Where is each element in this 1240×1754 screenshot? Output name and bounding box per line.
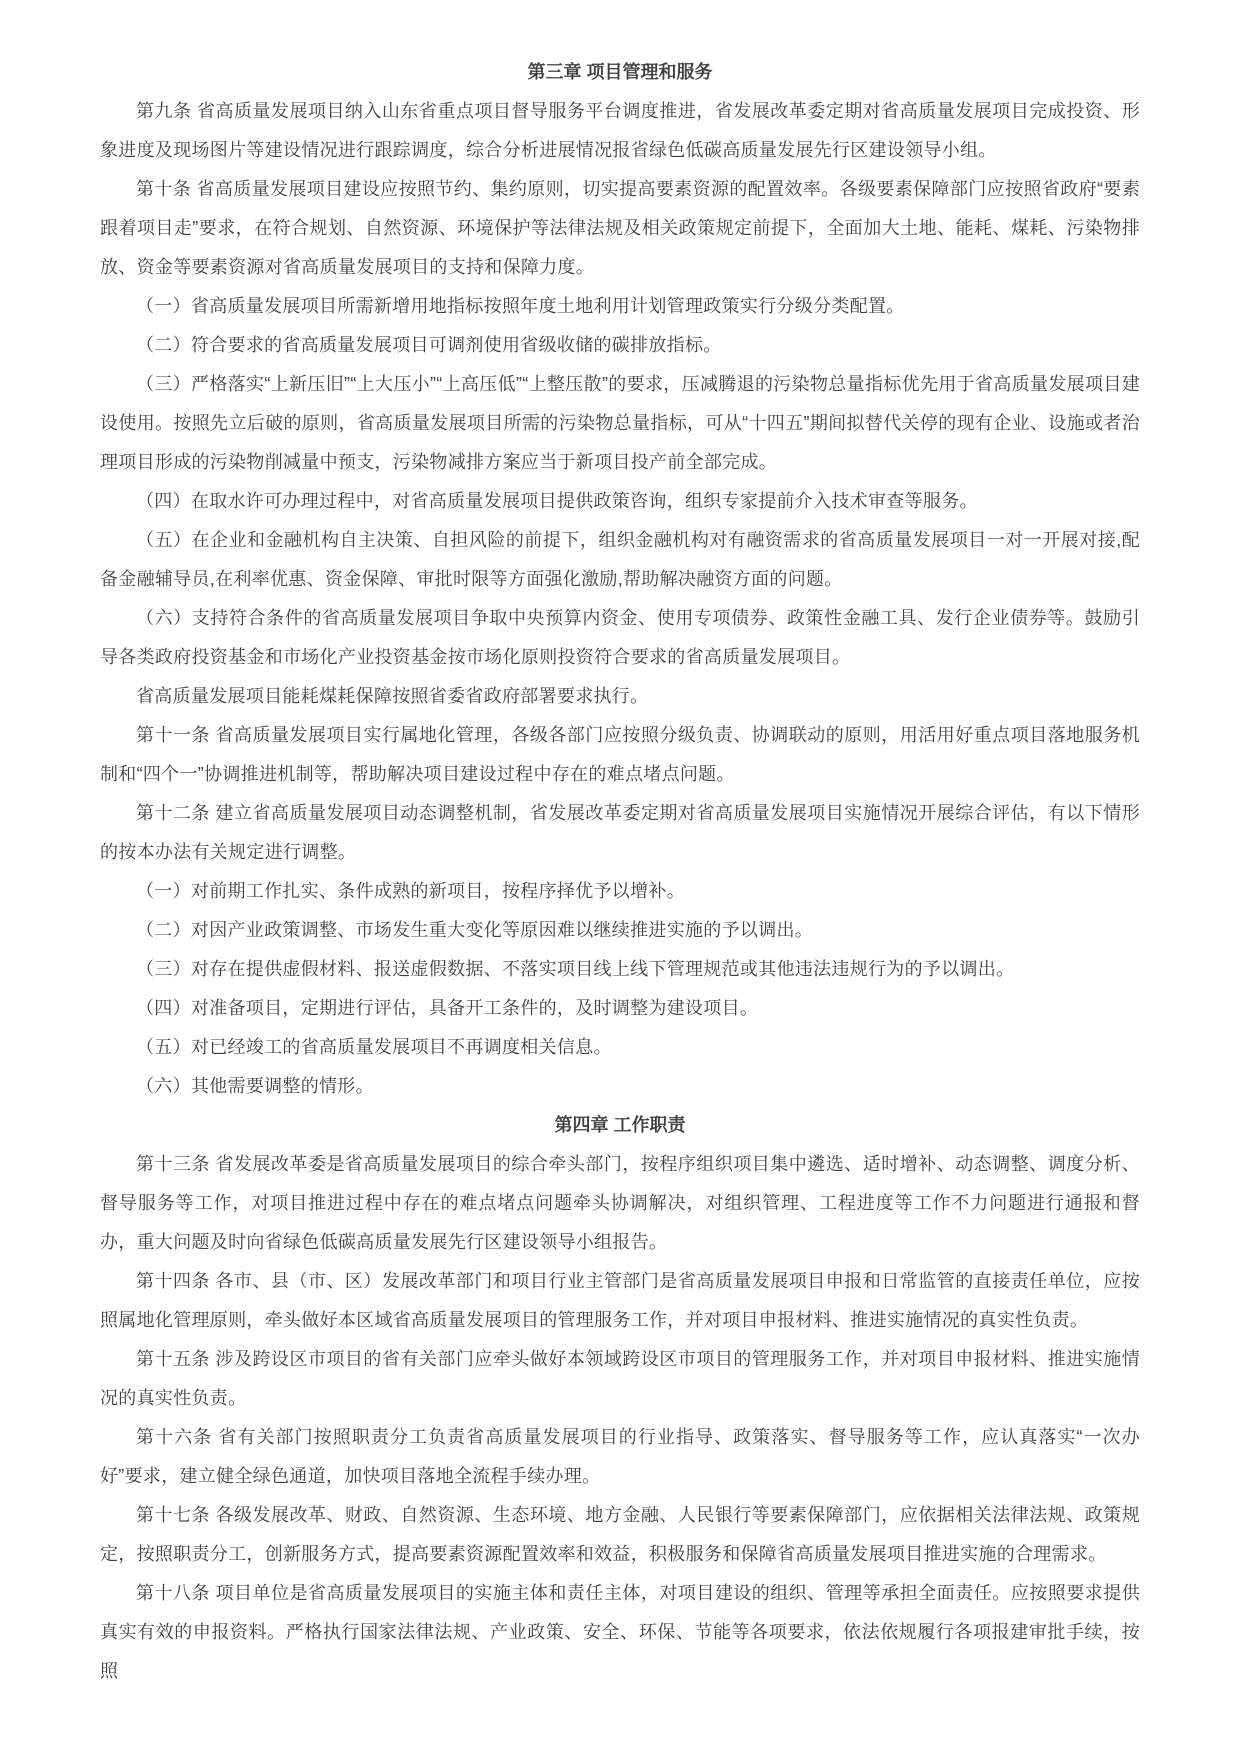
paragraph: （五）在企业和金融机构自主决策、自担风险的前提下，组织金融机构对有融资需求的省高质量发展项目一对一开展对接,配备金融辅导员,在利率优惠、资金保障、审批时限等方面强化激励,帮助解决融资方面的问题。	[100, 530, 1140, 589]
paragraph: 第十条 省高质量发展项目建设应按照节约、集约原则，切实提高要素资源的配置效率。各级要素保障部门应按照省政府“要素跟着项目走”要求，在符合规划、自然资源、环境保护等法律法规及相关政策规定前提下，全面加大土地、能耗、煤耗、污染物排放、资金等要素资源对省高质量发展项目的支持和保障力度。	[100, 179, 1140, 277]
paragraph: （五）对已经竣工的省高质量发展项目不再调度相关信息。	[136, 1037, 612, 1057]
document-body	[100, 53, 1140, 1691]
paragraph: 第十三条 省发展改革委是省高质量发展项目的综合牵头部门，按程序组织项目集中遴选、适时增补、动态调整、调度分析、督导服务等工作，对项目推进过程中存在的难点堵点问题牵头协调解决，对组织管理、工程进度等工作不力问题进行通报和督办，重大问题及时向省绿色低碳高质量发展先行区建设领导小组报告。	[100, 1154, 1140, 1252]
chapter-heading: 第四章 工作职责	[554, 1115, 686, 1135]
paragraph: 第十四条 各市、县（市、区）发展改革部门和项目行业主管部门是省高质量发展项目申报和日常监管的直接责任单位，应按照属地化管理原则，牵头做好本区域省高质量发展项目的管理服务工作，并对项目申报材料、推进实施情况的真实性负责。	[100, 1271, 1140, 1330]
paragraph: 第十八条 项目单位是省高质量发展项目的实施主体和责任主体，对项目建设的组织、管理等承担全面责任。应按照要求提供真实有效的申报资料。严格执行国家法律法规、产业政策、安全、环保、节能等各项要求，依法依规履行各项报建审批手续，按照	[100, 1583, 1140, 1681]
paragraph: （二）对因产业政策调整、市场发生重大变化等原因难以继续推进实施的予以调出。	[136, 920, 814, 940]
chapter-heading: 第三章 项目管理和服务	[527, 62, 713, 82]
paragraph: 第十一条 省高质量发展项目实行属地化管理，各级各部门应按照分级负责、协调联动的原则，用活用好重点项目落地服务机制和“四个一”协调推进机制等，帮助解决项目建设过程中存在的难点堵点问题。	[100, 725, 1140, 784]
paragraph: 省高质量发展项目能耗煤耗保障按照省委省政府部署要求执行。	[136, 686, 649, 706]
paragraph: 第十五条 涉及跨设区市项目的省有关部门应牵头做好本领域跨设区市项目的管理服务工作，并对项目申报材料、推进实施情况的真实性负责。	[100, 1349, 1140, 1408]
paragraph: 第十七条 各级发展改革、财政、自然资源、生态环境、地方金融、人民银行等要素保障部门，应依据相关法律法规、政策规定，按照职责分工，创新服务方式，提高要素资源配置效率和效益，积极服务和保障省高质量发展项目推进实施的合理需求。	[100, 1505, 1140, 1564]
paragraph: （一）省高质量发展项目所需新增用地指标按照年度土地利用计划管理政策实行分级分类配置。	[136, 296, 905, 316]
paragraph: （四）在取水许可办理过程中，对省高质量发展项目提供政策咨询，组织专家提前介入技术审查等服务。	[136, 491, 978, 511]
paragraph: 第十六条 省有关部门按照职责分工负责省高质量发展项目的行业指导、政策落实、督导服务等工作，应认真落实“一次办好”要求，建立健全绿色通道，加快项目落地全流程手续办理。	[100, 1427, 1140, 1486]
paragraph: （六）其他需要调整的情形。	[136, 1076, 374, 1096]
paragraph: 第九条 省高质量发展项目纳入山东省重点项目督导服务平台调度推进，省发展改革委定期对省高质量发展项目完成投资、形象进度及现场图片等建设情况进行跟踪调度，综合分析进展情况报省绿色低碳高质量发展先行区建设领导小组。	[100, 101, 1140, 160]
paragraph: 第十二条 建立省高质量发展项目动态调整机制，省发展改革委定期对省高质量发展项目实施情况开展综合评估，有以下情形的按本办法有关规定进行调整。	[100, 803, 1140, 862]
paragraph: （三）对存在提供虚假材料、报送虚假数据、不落实项目线上线下管理规范或其他违法违规行为的予以调出。	[136, 959, 1015, 979]
paragraph: （六）支持符合条件的省高质量发展项目争取中央预算内资金、使用专项债券、政策性金融工具、发行企业债券等。鼓励引导各类政府投资基金和市场化产业投资基金按市场化原则投资符合要求的省高质量发展项目。	[100, 608, 1140, 667]
paragraph: （二）符合要求的省高质量发展项目可调剂使用省级收储的碳排放指标。	[136, 335, 722, 355]
paragraph: （一）对前期工作扎实、条件成熟的新项目，按程序择优予以增补。	[136, 881, 685, 901]
paragraph: （三）严格落实“上新压旧”“上大压小”“上高压低”“上整压散”的要求，压减腾退的污染物总量指标优先用于省高质量发展项目建设使用。按照先立后破的原则，省高质量发展项目所需的污染物总量指标，可从“十四五”期间拟替代关停的现有企业、设施或者治理项目形成的污染物削减量中预支，污染物减排方案应当于新项目投产前全部完成。	[100, 374, 1140, 472]
paragraph: （四）对准备项目，定期进行评估，具备开工条件的，及时调整为建设项目。	[136, 998, 759, 1018]
